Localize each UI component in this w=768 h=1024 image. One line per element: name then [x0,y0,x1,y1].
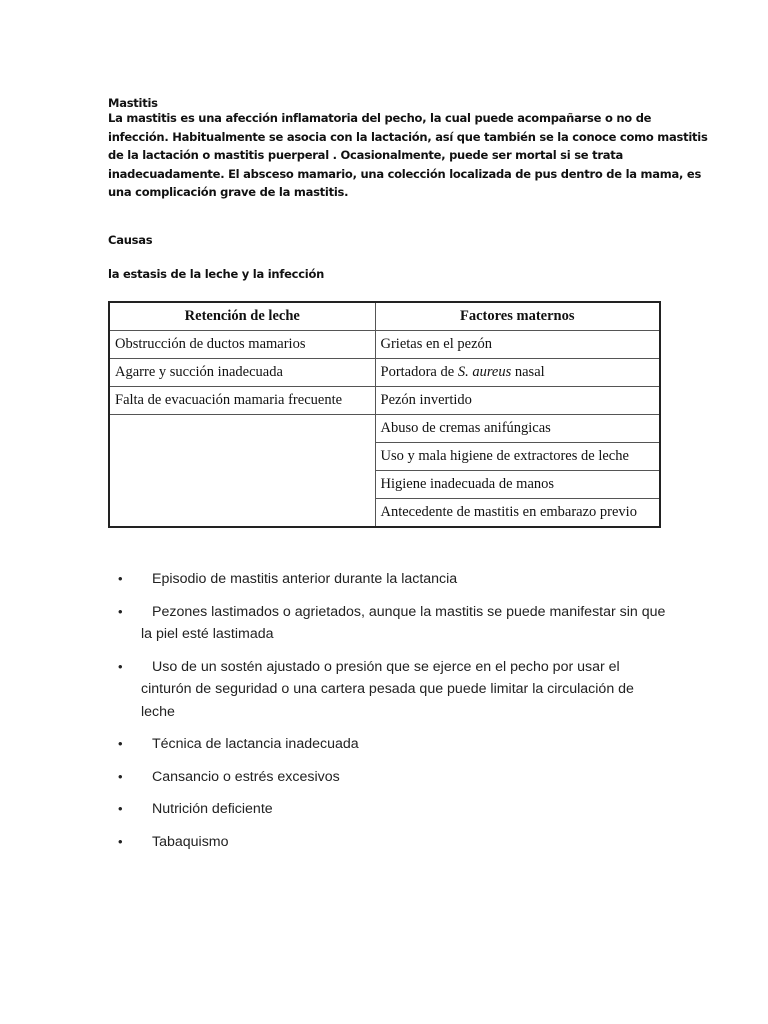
table-header-row [109,302,660,331]
causes-heading: Causas [108,233,153,247]
table-cell: Agarre y succión inadecuada [109,359,375,387]
table-row [109,387,660,415]
causes-subheading: la estasis de la leche y la infección [108,267,325,281]
table-cell: Higiene inadecuada de manos [375,471,660,499]
list-item [108,798,668,821]
risk-factor-list [108,568,668,863]
list-item-text: Uso de un sostén ajustado o presión que se ejerce en el pecho por usar el cinturón de seguridad o una cartera pesada que puede limitar la circulación de leche [141,658,634,720]
risk-factors-table [108,301,661,528]
list-item-text: Cansancio o estrés excesivos [152,768,340,785]
table-row [109,359,660,387]
table-row [109,415,660,443]
header-milk-retention: Retención de leche [109,302,375,331]
list-item [108,831,668,854]
list-item [108,656,668,724]
list-item-text: Episodio de mastitis anterior durante la lactancia [152,571,458,587]
document-title: Mastitis [108,96,158,110]
bullet-icon: • [118,833,123,849]
bullet-icon: • [118,801,123,816]
table-cell: Pezón invertido [375,387,660,415]
bullet-icon: • [118,736,123,751]
list-item [108,601,668,646]
table-cell: Falta de evacuación mamaria frecuente [109,387,375,415]
list-item [108,766,668,789]
table-cell: Obstrucción de ductos mamarios [109,331,375,359]
table-cell: Uso y mala higiene de extractores de leche [375,443,660,471]
bullet-icon: • [118,658,123,674]
table-cell: Antecedente de mastitis en embarazo previo [375,499,660,528]
list-item-text: Técnica de lactancia inadecuada [152,736,359,752]
header-maternal-factors: Factores maternos [375,302,660,331]
list-item [108,733,668,756]
table-cell: Grietas en el pezón [375,331,660,359]
list-item-text: Nutrición deficiente [152,801,273,817]
bullet-icon: • [118,603,123,619]
list-item-text: Tabaquismo [152,833,229,850]
list-item [108,568,668,591]
intro-paragraph: La mastitis es una afección inflamatoria del pecho, la cual puede acompañarse o no de infección. Habitualmente se asocia con la lactación, así que también se la conoce como mastitis de la lactación o mastitis puerperal . Ocasionalmente, puede ser mortal si se trata inadecuadamente. El absceso mamario, una colección localizada de pus dentro de la mama, es una complicación grave de la mastitis. [108,111,708,199]
table-cell: Portadora de S. aureus nasal [375,359,660,387]
list-item-text: Pezones lastimados o agrietados, aunque la mastitis se puede manifestar sin que la piel esté lastimada [141,603,666,642]
table-row [109,331,660,359]
bullet-icon: • [118,571,123,586]
table-cell-empty [109,415,375,528]
table-cell: Abuso de cremas anifúngicas [375,415,660,443]
bullet-icon: • [118,768,123,784]
